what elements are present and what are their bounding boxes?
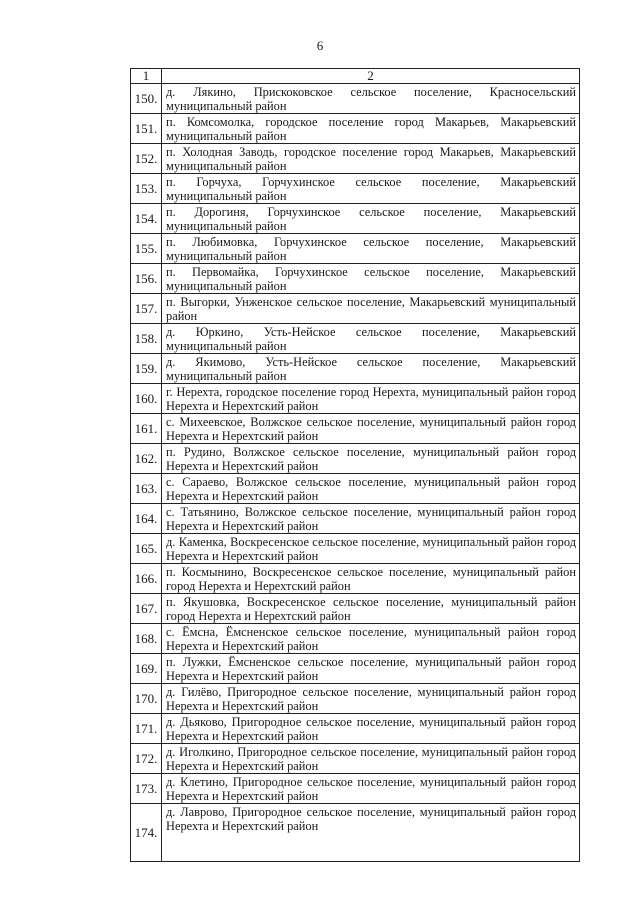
table-row [131, 564, 580, 594]
table-row [131, 684, 580, 714]
row-settlement-text: д. Якимово, Усть-Нейское сельское поселение, Макарьевский муниципальный район [162, 354, 580, 384]
table-row [131, 714, 580, 744]
row-number: 171. [131, 714, 162, 744]
row-number: 155. [131, 234, 162, 264]
page-number: 6 [316, 38, 324, 53]
row-number: 154. [131, 204, 162, 234]
row-settlement-text: п. Лужки, Ёмсненское сельское поселение, муниципальный район город Нерехта и Нерехтский район [162, 654, 580, 684]
row-number: 174. [131, 804, 162, 862]
row-settlement-text: д. Лякино, Прискоковское сельское поселение, Красносельский муниципальный район [162, 84, 580, 114]
table-row [131, 264, 580, 294]
row-number: 162. [131, 444, 162, 474]
table-row [131, 144, 580, 174]
row-settlement-text: д. Дьяково, Пригородное сельское поселение, муниципальный район город Нерехта и Нерехтский район [162, 714, 580, 744]
row-settlement-text: с. Татьянино, Волжское сельское поселение, муниципальный район город Нерехта и Нерехтский район [162, 504, 580, 534]
row-number: 151. [131, 114, 162, 144]
row-settlement-text: д. Лаврово, Пригородное сельское поселение, муниципальный район город Нерехта и Нерехтский район [162, 804, 580, 862]
table-row [131, 294, 580, 324]
table-row [131, 504, 580, 534]
row-number: 150. [131, 84, 162, 114]
row-settlement-text: с. Сараево, Волжское сельское поселение, муниципальный район город Нерехта и Нерехтский район [162, 474, 580, 504]
row-number: 158. [131, 324, 162, 354]
table-row [131, 114, 580, 144]
row-number: 153. [131, 174, 162, 204]
row-settlement-text: п. Горчуха, Горчухинское сельское поселение, Макарьевский муниципальный район [162, 174, 580, 204]
row-settlement-text: п. Комсомолка, городское поселение город Макарьев, Макарьевский муниципальный район [162, 114, 580, 144]
table-row [131, 354, 580, 384]
row-settlement-text: д. Каменка, Воскресенское сельское поселение, муниципальный район город Нерехта и Нерехтский район [162, 534, 580, 564]
row-number: 170. [131, 684, 162, 714]
table-body [131, 84, 580, 862]
row-settlement-text: п. Рудино, Волжское сельское поселение, муниципальный район город Нерехта и Нерехтский район [162, 444, 580, 474]
table-row [131, 204, 580, 234]
row-number: 156. [131, 264, 162, 294]
table-row [131, 534, 580, 564]
column-header-number: 1 [131, 69, 162, 84]
row-number: 157. [131, 294, 162, 324]
row-number: 164. [131, 504, 162, 534]
row-settlement-text: п. Дорогиня, Горчухинское сельское поселение, Макарьевский муниципальный район [162, 204, 580, 234]
row-settlement-text: п. Выгорки, Унженское сельское поселение, Макарьевский муниципальный район [162, 294, 580, 324]
row-number: 165. [131, 534, 162, 564]
table-row [131, 384, 580, 414]
row-number: 159. [131, 354, 162, 384]
row-number: 168. [131, 624, 162, 654]
table-row [131, 444, 580, 474]
row-number: 152. [131, 144, 162, 174]
row-number: 169. [131, 654, 162, 684]
table-row [131, 84, 580, 114]
row-settlement-text: п. Космынино, Воскресенское сельское поселение, муниципальный район город Нерехта и Нерехтский район [162, 564, 580, 594]
settlement-table [130, 68, 580, 862]
row-number: 166. [131, 564, 162, 594]
row-settlement-text: п. Холодная Заводь, городское поселение город Макарьев, Макарьевский муниципальный район [162, 144, 580, 174]
row-settlement-text: д. Иголкино, Пригородное сельское поселение, муниципальный район город Нерехта и Нерехтский район [162, 744, 580, 774]
row-settlement-text: с. Михеевское, Волжское сельское поселение, муниципальный район город Нерехта и Нерехтский район [162, 414, 580, 444]
row-number: 173. [131, 774, 162, 804]
table-row [131, 414, 580, 444]
row-settlement-text: п. Первомайка, Горчухинское сельское поселение, Макарьевский муниципальный район [162, 264, 580, 294]
row-number: 172. [131, 744, 162, 774]
table-row [131, 654, 580, 684]
table-header-row [131, 69, 580, 84]
table-row [131, 474, 580, 504]
row-settlement-text: д. Юркино, Усть-Нейское сельское поселение, Макарьевский муниципальный район [162, 324, 580, 354]
table-row [131, 234, 580, 264]
table-row [131, 324, 580, 354]
table-row [131, 174, 580, 204]
row-settlement-text: с. Ёмсна, Ёмсненское сельское поселение, муниципальный район город Нерехта и Нерехтский район [162, 624, 580, 654]
row-settlement-text: д. Гилёво, Пригородное сельское поселение, муниципальный район город Нерехта и Нерехтский район [162, 684, 580, 714]
table-row [131, 624, 580, 654]
row-number: 160. [131, 384, 162, 414]
table-row [131, 744, 580, 774]
table-row [131, 804, 580, 862]
row-number: 163. [131, 474, 162, 504]
column-header-name: 2 [162, 69, 580, 84]
row-settlement-text: г. Нерехта, городское поселение город Нерехта, муниципальный район город Нерехта и Нерехтский район [162, 384, 580, 414]
row-number: 161. [131, 414, 162, 444]
table-row [131, 594, 580, 624]
table-row [131, 774, 580, 804]
row-settlement-text: п. Любимовка, Горчухинское сельское поселение, Макарьевский муниципальный район [162, 234, 580, 264]
row-settlement-text: п. Якушовка, Воскресенское сельское поселение, муниципальный район город Нерехта и Нерехтский район [162, 594, 580, 624]
row-settlement-text: д. Клетино, Пригородное сельское поселение, муниципальный район город Нерехта и Нерехтский район [162, 774, 580, 804]
row-number: 167. [131, 594, 162, 624]
